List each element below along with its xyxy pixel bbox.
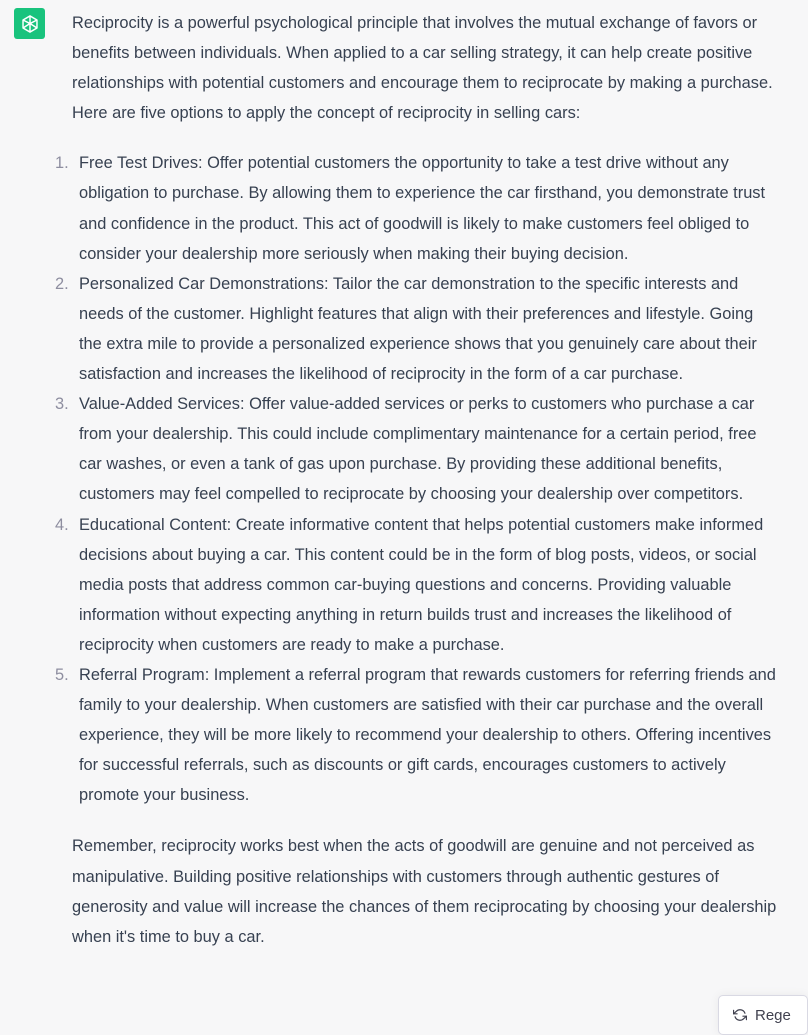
list-item-number: 1. <box>55 154 69 173</box>
list-item-text: Referral Program: Implement a referral program that rewards customers for referring friends and family to your dealership. When customers are satisfied with their car purchase and the overall experience, they will be more likely to recommend your dealership to others. Offering incentives for successful referrals, such as discounts or gift cards, encourages customers to actively promote your business. <box>79 665 776 805</box>
regenerate-button[interactable] <box>718 995 808 1035</box>
list-item <box>55 510 778 660</box>
list-item-text: Educational Content: Create informative content that helps potential customers make informed decisions about buying a car. This content could be in the form of blog posts, videos, or social media posts that address common car-buying questions and concerns. Providing valuable information without expecting anything in return builds trust and increases the likelihood of reciprocity when customers are ready to make a purchase. <box>79 515 764 654</box>
openai-logo-icon <box>19 13 41 35</box>
message-conclusion: Remember, reciprocity works best when the acts of goodwill are genuine and not perceived as manipulative. Building positive relationships with customers through authentic gestures of generosity and value will increase the chances of them reciprocating by choosing your dealership when it's time to buy a car. <box>72 837 777 946</box>
regenerate-label: Rege <box>755 1006 791 1024</box>
list-item-text: Personalized Car Demonstrations: Tailor the car demonstration to the specific interests and needs of the customer. Highlight features that align with their preferences and lifestyle. Going the extra mile to provide a personalized experience shows that you genuinely care about their satisfaction and increases the likelihood of reciprocity in the form of a car purchase. <box>79 274 757 384</box>
list-item <box>55 660 778 810</box>
assistant-avatar <box>14 8 45 39</box>
list-item-number: 4. <box>55 515 69 534</box>
list-item-text: Value-Added Services: Offer value-added services or perks to customers who purchase a car from your dealership. This could include complimentary maintenance for a certain period, free car washes, or even a tank of gas upon purchase. By providing these additional benefits, customers may feel compelled to reciprocate by choosing your dealership over competitors. <box>79 395 757 504</box>
list-item-number: 2. <box>55 274 69 293</box>
list-item <box>55 148 778 268</box>
list-item-number: 5. <box>55 665 69 684</box>
list-item <box>55 389 778 509</box>
list-item-text: Free Test Drives: Offer potential customers the opportunity to take a test drive without any obligation to purchase. By allowing them to experience the car firsthand, you demonstrate trust and confidence in the product. This act of goodwill is likely to make customers feel obliged to consider your dealership more seriously when making their buying decision. <box>79 154 766 263</box>
list-item-number: 3. <box>55 395 69 414</box>
refresh-icon <box>733 1008 747 1022</box>
assistant-message <box>55 8 778 952</box>
list-item <box>55 269 778 389</box>
message-intro: Reciprocity is a powerful psychological principle that involves the mutual exchange of favors or benefits between individuals. When applied to a car selling strategy, it can help create positive relationships with potential customers and encourage them to reciprocate by making a purchase. Here are five options to apply the concept of reciprocity in selling cars: <box>72 14 773 123</box>
numbered-list <box>55 148 778 810</box>
